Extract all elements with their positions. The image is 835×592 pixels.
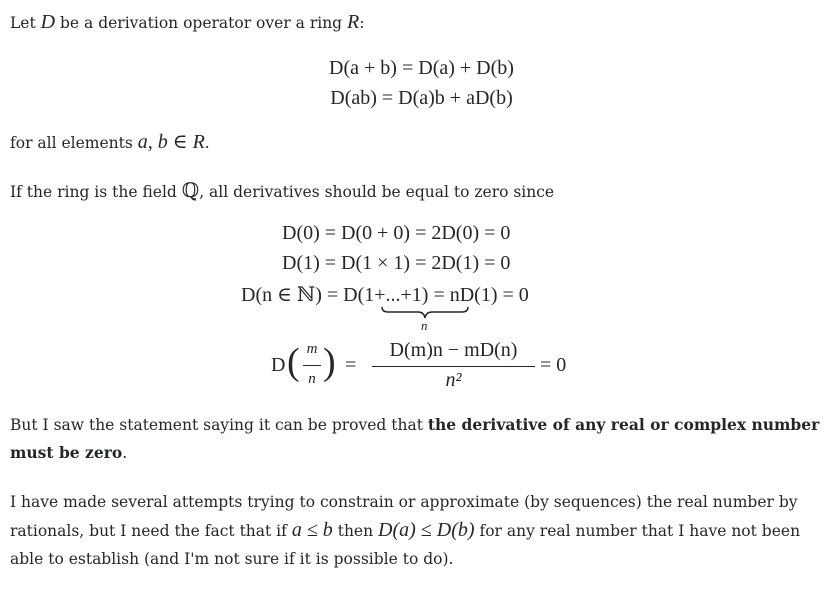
frac-result: = 0 <box>540 354 567 376</box>
frac-left-paren: ( <box>287 341 300 383</box>
math-a-le-b: a ≤ b <box>291 519 333 541</box>
intro-text-2: be a derivation operator over a ring <box>55 14 348 32</box>
frac-inner-num: m <box>306 341 318 357</box>
underbrace-label-n: n <box>421 318 428 333</box>
attempts-paragraph <box>10 488 829 573</box>
frac-right-paren: ) <box>323 341 336 383</box>
frac-denominator: n² <box>445 369 462 391</box>
equation-Dn-right: ) = nD(1) = 0 <box>421 284 529 306</box>
frac-equals: = <box>345 354 357 376</box>
field-paragraph <box>10 177 829 206</box>
math-Da-le-Db: D(a) ≤ D(b) <box>378 519 475 541</box>
field-text-2: , all derivatives should be equal to zero since <box>199 183 555 201</box>
intro-text-1: Let <box>10 14 41 32</box>
attempts-text-3: for any real number that I have not been able to establish (and I'm not sure if it is possible to do). <box>10 522 801 568</box>
math-R: R <box>347 11 360 33</box>
equation-D0: D(0) = D(0 + 0) = 2D(0) = 0 <box>282 222 511 244</box>
forall-text: for all elements <box>10 134 138 152</box>
equation-D1: D(1) = D(1 × 1) = 2D(1) = 0 <box>282 252 511 274</box>
statement-period: . <box>122 444 128 462</box>
field-text-1: If the ring is the field <box>10 183 182 201</box>
frac-bar <box>372 366 535 367</box>
math-D: D <box>40 11 56 33</box>
intro-paragraph <box>10 8 829 37</box>
attempts-text-2: then <box>332 522 379 540</box>
equation-Dn <box>241 282 529 307</box>
frac-D: D <box>271 354 286 376</box>
forall-period: . <box>204 134 210 152</box>
forall-paragraph <box>10 128 829 157</box>
equation-product-rule: D(ab) = D(a)b + aD(b) <box>330 87 513 109</box>
equation-Dn-brace-content: 1+...+1 <box>364 284 422 306</box>
equation-Dn-left: D(n ∈ ℕ) = D( <box>241 284 365 306</box>
statement-text: But I saw the statement saying it can be proved that <box>10 416 428 434</box>
intro-colon: : <box>359 14 365 32</box>
equation-sum-rule: D(a + b) = D(a) + D(b) <box>329 57 514 79</box>
statement-paragraph <box>10 411 829 467</box>
frac-numerator: D(m)n − mD(n) <box>389 339 518 361</box>
frac-inner-den: n <box>308 371 316 387</box>
math-a-b-in-R: a, b ∈ R <box>137 131 205 153</box>
math-Q: ℚ <box>181 180 200 202</box>
attempts-text-1: I have made several attempts trying to constrain or approximate (by sequences) the real number by rationals, but I need the fact that if <box>10 493 798 540</box>
frac-inner-bar <box>303 365 321 366</box>
statement-bold: the derivative of any real or complex number must be zero <box>10 415 820 462</box>
